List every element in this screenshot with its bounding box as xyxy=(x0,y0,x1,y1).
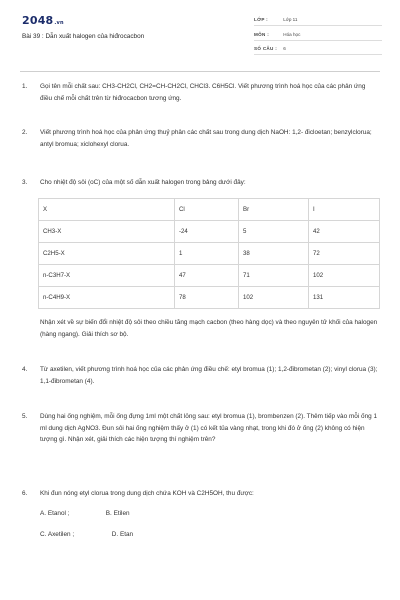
table-cell: 102 xyxy=(239,287,309,309)
question-number: 4. xyxy=(22,366,28,373)
meta-subject xyxy=(254,32,300,37)
meta-underline xyxy=(254,25,382,26)
question-3 xyxy=(22,177,378,189)
question-number: 3. xyxy=(22,179,28,186)
table-cell: 47 xyxy=(175,265,239,287)
table-cell: 38 xyxy=(239,243,309,265)
table-cell: Cl xyxy=(175,199,239,221)
table-cell: X xyxy=(39,199,175,221)
header-divider xyxy=(20,71,380,72)
meta-subject-key: MÔN : xyxy=(254,32,270,37)
meta-underline xyxy=(254,40,382,41)
meta-class xyxy=(254,17,297,22)
question-number: 1. xyxy=(22,83,28,90)
question-text: Từ axetilen, viết phương trình hoá học của các phản ứng điều chế: etyl bromua (1); 1,2-đibrometan (2); vinyl clorua (3); 1,1-đibrometan (4). xyxy=(40,366,378,385)
table-row xyxy=(39,221,380,243)
question-text: Dùng hai ống nghiệm, mỗi ống đựng 1ml một chất lỏng sau: etyl bromua (1), brombenzen (2). Thêm tiếp vào mỗi ống 1 ml dung dịch AgNO3. Đun sôi hai ống nghiệm thấy ở (1) có kết tủa vàng nhạt, trong khi đó ở ống (2) không có hiện tượng gì. Nhận xét, giải thích các hiện tượng thí nghiệm trên? xyxy=(40,413,378,443)
question-number: 6. xyxy=(22,490,28,497)
table-cell: Br xyxy=(239,199,309,221)
table-cell: 78 xyxy=(175,287,239,309)
question-number: 5. xyxy=(22,413,28,420)
meta-count-value: 6 xyxy=(283,46,286,51)
table-cell: 1 xyxy=(175,243,239,265)
question-text: Nhận xét về sự biến đổi nhiệt độ sôi theo chiều tăng mạch cacbon (theo hàng dọc) và theo nguyên tử khối của halogen (hàng ngang). Giải thích sơ bộ. xyxy=(40,319,378,338)
question-6 xyxy=(22,488,378,500)
meta-subject-value: Hóa học xyxy=(283,32,301,37)
question-1 xyxy=(22,81,378,104)
table-row xyxy=(39,243,380,265)
lesson-title: Bài 39 : Dẫn xuất halogen của hiđrocacbon xyxy=(22,33,145,40)
question-2 xyxy=(22,127,378,150)
meta-class-key: LỚP : xyxy=(254,17,269,22)
page-header xyxy=(0,0,400,62)
table-cell: 72 xyxy=(309,243,380,265)
question-number: 2. xyxy=(22,129,28,136)
table-cell: I xyxy=(309,199,380,221)
table-cell: C2H5-X xyxy=(39,243,175,265)
table-cell: n-C4H9-X xyxy=(39,287,175,309)
table-cell: 131 xyxy=(309,287,380,309)
meta-count-key: SỐ CÂU : xyxy=(254,46,278,51)
question-4 xyxy=(22,364,378,387)
option-d[interactable]: D. Etan xyxy=(111,531,134,538)
logo-suffix: .vn xyxy=(54,20,64,26)
table-cell: 42 xyxy=(309,221,380,243)
question-3-note xyxy=(22,317,378,340)
option-b[interactable]: B. Etilen xyxy=(105,510,130,517)
table-cell: CH3-X xyxy=(39,221,175,243)
table-row xyxy=(39,265,380,287)
option-a[interactable]: A. Etanol ; xyxy=(40,510,70,517)
table-cell: 71 xyxy=(239,265,309,287)
logo-text: 2048 xyxy=(22,14,54,27)
site-logo[interactable] xyxy=(22,14,64,27)
table-cell: n-C3H7-X xyxy=(39,265,175,287)
meta-count xyxy=(254,46,286,51)
table-row xyxy=(39,287,380,309)
boiling-point-table xyxy=(38,198,380,309)
table-header-row xyxy=(39,199,380,221)
options-row-1 xyxy=(40,510,130,517)
question-5 xyxy=(22,411,378,446)
table-cell: -24 xyxy=(175,221,239,243)
meta-class-value: Lớp 11 xyxy=(283,17,298,22)
question-text: Viết phương trình hoá học của phản ứng thuỷ phân các chất sau trong dung dịch NaOH: 1,2- đicloetan; benzylclorua; antyl bromua; xiclohexyl clorua. xyxy=(40,129,372,148)
option-c[interactable]: C. Axetilen ; xyxy=(40,531,75,538)
options-row-2 xyxy=(40,531,133,538)
meta-underline xyxy=(254,54,382,55)
question-text: Gọi tên mỗi chất sau: CH3-CH2Cl, CH2=CH-CH2Cl, CHCl3. C6H5Cl. Viết phương trình hoá học của các phản ứng điều chế mỗi chất trên từ hiđrocacbon tương ứng. xyxy=(40,83,366,102)
question-text: Cho nhiệt độ sôi (oC) của một số dẫn xuất halogen trong bảng dưới đây: xyxy=(40,179,246,186)
question-text: Khi đun nóng etyl clorua trong dung dịch chứa KOH và C2H5OH, thu được: xyxy=(40,490,254,497)
table-cell: 5 xyxy=(239,221,309,243)
table-cell: 102 xyxy=(309,265,380,287)
